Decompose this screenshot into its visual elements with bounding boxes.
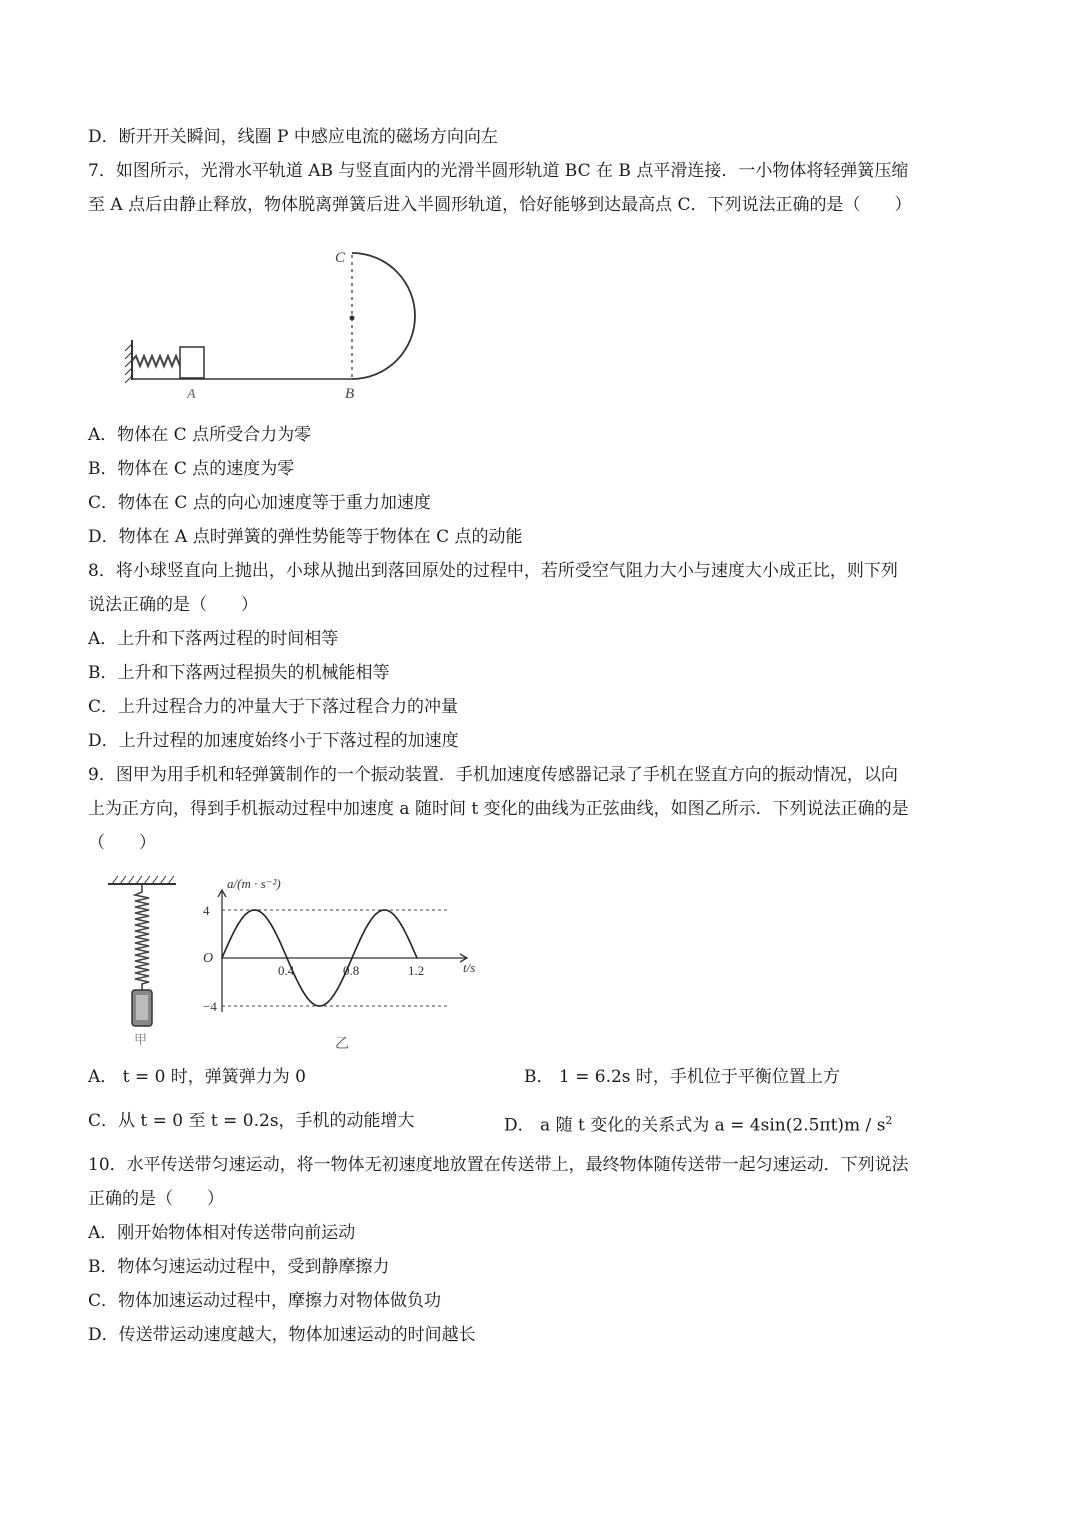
- chart-ylabel: a/(m · s⁻²): [227, 876, 281, 891]
- q9-chart-yi: [195, 872, 495, 1052]
- chart-title-yi: 乙: [335, 1037, 349, 1052]
- label-b: B: [345, 386, 355, 402]
- q6-option-d: D．断开开关瞬间，线圈 P 中感应电流的磁场方向向左: [88, 127, 498, 147]
- q7-stem-line-2: 至 A 点后由静止释放，物体脱离弹簧后进入半圆形轨道，恰好能够到达最高点 C．下列说法正确的是（ ）: [88, 195, 912, 215]
- data-point: [384, 909, 386, 911]
- q7-option-a: A．物体在 C 点所受合力为零: [88, 425, 312, 445]
- q8-stem-line-1: 8．将小球竖直向上抛出，小球从抛出到落回原处的过程中，若所受空气阻力大小与速度大小成正比，则下列: [88, 561, 898, 581]
- track-bc: [352, 253, 415, 379]
- phone-screen: [136, 995, 148, 1020]
- label-a: A: [187, 387, 196, 402]
- x-tick-label: 1.2: [408, 963, 425, 978]
- vertical-spring: [135, 884, 149, 990]
- data-point: [400, 923, 402, 925]
- q10-option-c: C．物体加速运动过程中，摩擦力对物体做负功: [88, 1291, 442, 1311]
- q8-option-c: C．上升过程合力的冲量大于下落过程合力的冲量: [88, 697, 459, 717]
- data-point: [335, 991, 337, 993]
- q9-option-b: B． 1 = 6.2s 时，手机位于平衡位置上方: [524, 1067, 840, 1087]
- data-point: [319, 1005, 321, 1007]
- q10-stem-line-2: 正确的是（ ）: [88, 1189, 224, 1209]
- q9-stem-line-2: 上为正方向，得到手机振动过程中加速度 a 随时间 t 变化的曲线为正弦曲线，如图乙所示．下列说法正确的是: [88, 799, 909, 819]
- data-point: [351, 957, 353, 959]
- q7-figure: [120, 240, 440, 405]
- q7-option-b: B．物体在 C 点的速度为零: [88, 459, 295, 479]
- data-point: [302, 991, 304, 993]
- data-point: [286, 957, 288, 959]
- q10-stem-line-1: 10．水平传送带匀速运动，将一物体无初速度地放置在传送带上，最终物体随传送带一起匀速运动．下列说法: [88, 1155, 909, 1175]
- q7-stem-line-1: 7．如图所示，光滑水平轨道 AB 与竖直面内的光滑半圆形轨道 BC 在 B 点平滑连接．一小物体将轻弹簧压缩: [88, 161, 909, 181]
- circle-center: [350, 316, 355, 321]
- q9-option-d-sup: 2: [885, 1114, 893, 1127]
- x-tick-label: 0.4: [278, 963, 295, 978]
- data-point: [416, 957, 418, 959]
- q9-option-d-text: D． a 随 t 变化的关系式为 a = 4sin(2.5πt)m / s: [504, 1115, 886, 1136]
- q10-option-a: A．刚开始物体相对传送带向前运动: [88, 1223, 356, 1243]
- q9-option-d: [504, 1110, 892, 1137]
- q9-option-c: C．从 t = 0 至 t = 0.2s，手机的动能增大: [88, 1111, 415, 1131]
- q9-stem-line-3: （ ）: [88, 833, 156, 853]
- q8-option-d: D．上升过程的加速度始终小于下落过程的加速度: [88, 731, 459, 751]
- label-jia: 甲: [134, 1032, 148, 1047]
- label-c: C: [335, 250, 346, 266]
- chart-xlabel: t/s: [463, 960, 476, 975]
- y-tick-label: 4: [203, 903, 210, 918]
- data-point: [254, 909, 256, 911]
- y-tick-label: −4: [203, 999, 217, 1014]
- data-point: [237, 923, 239, 925]
- q9-option-a: A． t = 0 时，弹簧弹力为 0: [88, 1067, 307, 1087]
- q7-option-c: C．物体在 C 点的向心加速度等于重力加速度: [88, 493, 431, 513]
- data-point: [221, 957, 223, 959]
- q7-option-d: D．物体在 A 点时弹簧的弹性势能等于物体在 C 点的动能: [88, 527, 523, 547]
- block: [180, 347, 204, 378]
- data-point: [270, 923, 272, 925]
- q8-option-a: A．上升和下落两过程的时间相等: [88, 629, 339, 649]
- q10-option-b: B．物体匀速运动过程中，受到静摩擦力: [88, 1257, 390, 1277]
- q9-figure-jia: [100, 872, 190, 1047]
- q8-stem-line-2: 说法正确的是（ ）: [88, 595, 258, 615]
- q9-stem-line-1: 9．图甲为用手机和轻弹簧制作的一个振动装置．手机加速度传感器记录了手机在竖直方向的振动情况，以向: [88, 765, 898, 785]
- q8-option-b: B．上升和下落两过程损失的机械能相等: [88, 663, 390, 683]
- data-point: [367, 923, 369, 925]
- chart-origin: O: [203, 951, 214, 966]
- q10-option-d: D．传送带运动速度越大，物体加速运动的时间越长: [88, 1325, 476, 1345]
- x-tick-label: 0.8: [343, 963, 360, 978]
